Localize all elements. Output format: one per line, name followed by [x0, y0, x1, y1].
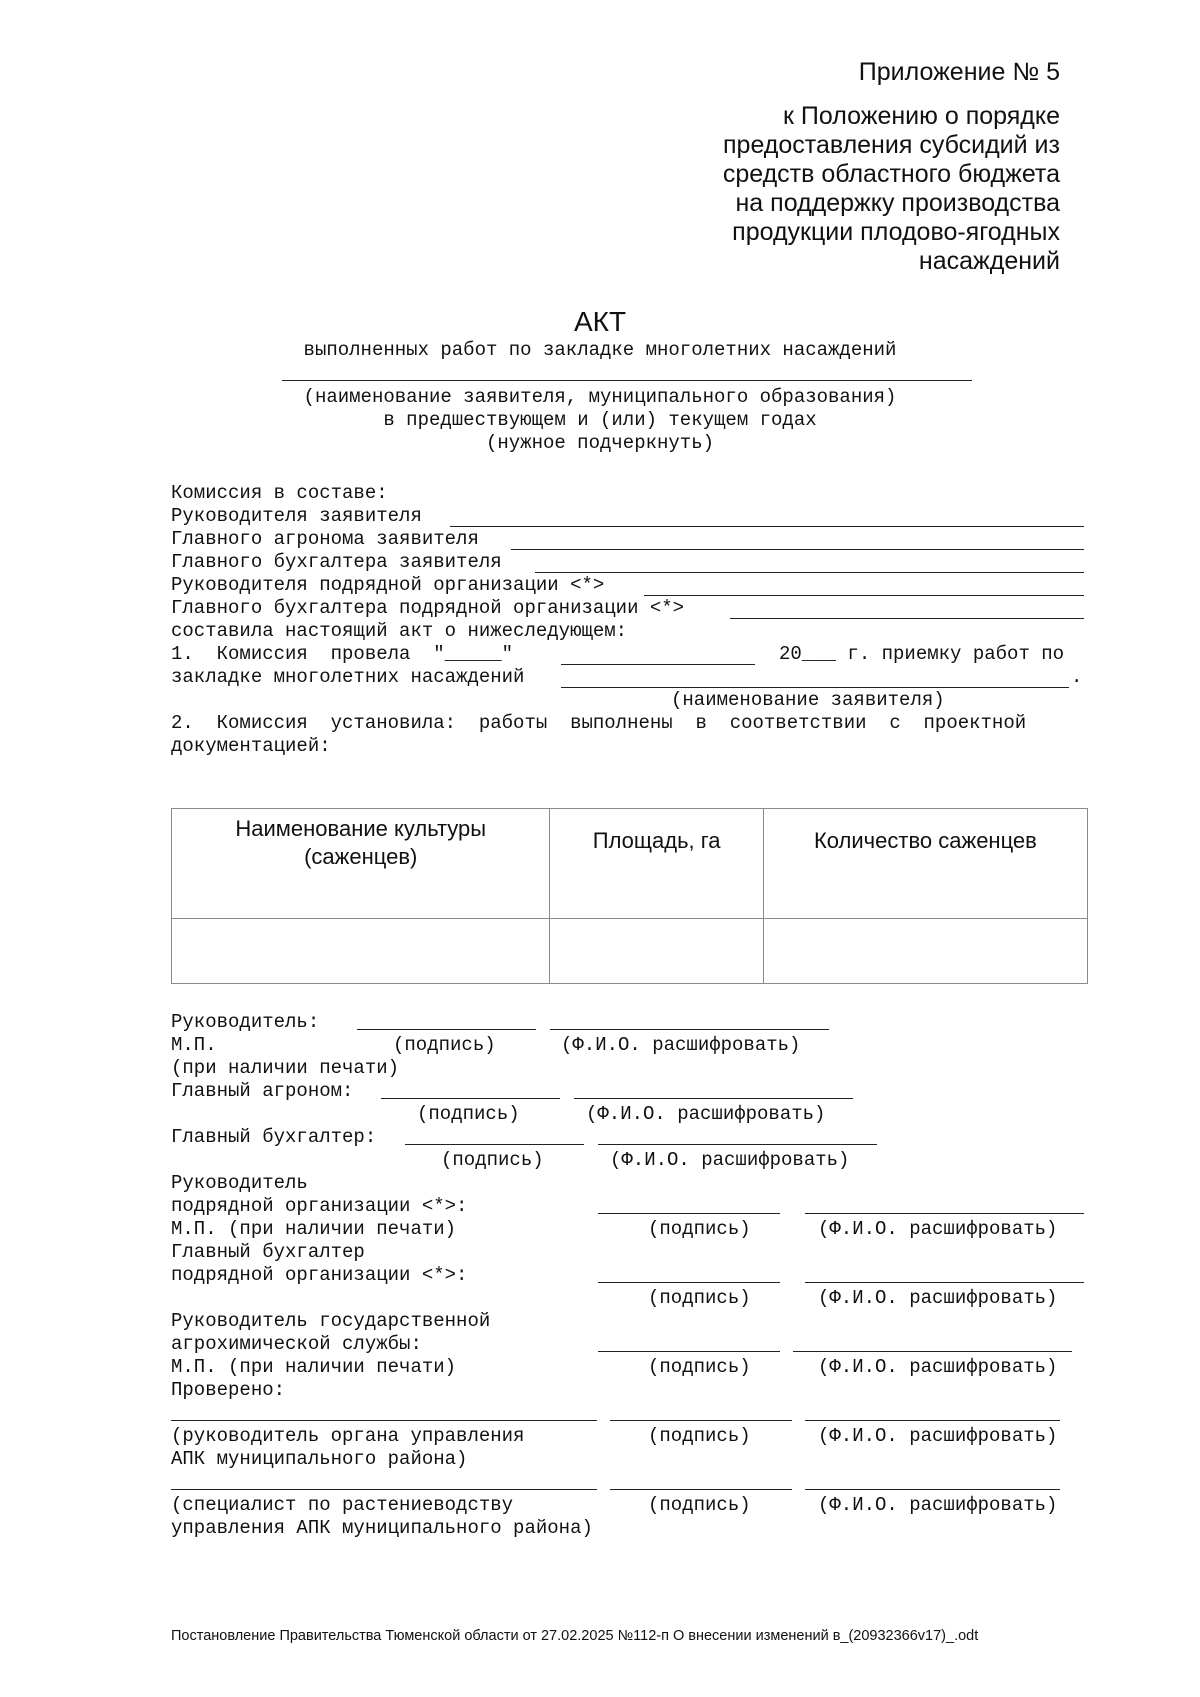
item2-line1: 2. Комиссия установила: работы выполнены в соответствии с проектной — [171, 712, 1027, 734]
accountant-label: Главный бухгалтер: — [171, 1126, 377, 1148]
plant-specialist-signature-field[interactable] — [610, 1489, 792, 1490]
commission-member-label: Главного бухгалтера заявителя — [171, 551, 502, 573]
agrochem-service-label-2: агрохимической службы: — [171, 1333, 422, 1355]
contractor-head-fio-field[interactable] — [805, 1213, 1084, 1214]
column-header-count: Количество саженцев — [763, 809, 1087, 919]
commission-member-field[interactable] — [644, 595, 1084, 596]
plant-specialist-fio-field[interactable] — [805, 1489, 1060, 1490]
item1-line2: закладке многолетних насаждений — [171, 666, 525, 688]
fio-caption: (Ф.И.О. расшифровать) — [818, 1356, 1058, 1378]
commission-member-label: Главного агронома заявителя — [171, 528, 479, 550]
contractor-head-signature-field[interactable] — [598, 1213, 780, 1214]
commission-outro: составила настоящий акт о нижеследующем: — [171, 620, 628, 642]
accountant-signature-field[interactable] — [405, 1144, 584, 1145]
fio-caption: (Ф.И.О. расшифровать) — [818, 1287, 1058, 1309]
table-row — [172, 919, 1088, 984]
contractor-accountant-signature-field[interactable] — [598, 1282, 780, 1283]
signature-caption: (подпись) — [417, 1103, 520, 1125]
fio-caption: (Ф.И.О. расшифровать) — [818, 1425, 1058, 1447]
plant-specialist-caption: (специалист по растениеводству — [171, 1494, 514, 1516]
apk-head-caption-2: АПК муниципального района) — [171, 1448, 468, 1470]
commission-member-label: Главного бухгалтера подрядной организации <*> — [171, 597, 685, 619]
header-line: к Положению о порядке — [783, 102, 1060, 130]
checked-label: Проверено: — [171, 1379, 286, 1401]
commission-member-field[interactable] — [450, 526, 1084, 527]
accountant-fio-field[interactable] — [598, 1144, 877, 1145]
fio-caption: (Ф.И.О. расшифровать) — [818, 1218, 1058, 1240]
commission-member-field[interactable] — [511, 549, 1084, 550]
table-header-row — [172, 809, 1088, 919]
table-cell-count[interactable] — [763, 919, 1087, 984]
stamp-label: М.П. (при наличии печати) — [171, 1218, 457, 1240]
header-line: средств областного бюджета — [722, 160, 1060, 188]
stamp-label: М.П. (при наличии печати) — [171, 1356, 457, 1378]
document-subtitle: выполненных работ по закладке многолетних насаждений — [303, 339, 897, 361]
stamp-label: М.П. — [171, 1034, 217, 1056]
commission-member-field[interactable] — [535, 572, 1084, 573]
applicant-caption-2: (наименование заявителя) — [671, 689, 945, 711]
contractor-head-label-2: подрядной организации <*>: — [171, 1195, 468, 1217]
agrochem-signature-field[interactable] — [598, 1351, 780, 1352]
fio-caption: (Ф.И.О. расшифровать) — [610, 1149, 850, 1171]
document-footer: Постановление Правительства Тюменской области от 27.02.2025 №112-п О внесении изменений в_(20932366v17)_.odt — [171, 1628, 979, 1644]
signature-caption: (подпись) — [441, 1149, 544, 1171]
signature-caption: (подпись) — [648, 1218, 751, 1240]
commission-intro: Комиссия в составе: — [171, 482, 388, 504]
head-fio-field[interactable] — [550, 1029, 829, 1030]
document-title: АКТ — [573, 306, 627, 337]
plant-specialist-caption-2: управления АПК муниципального района) — [171, 1517, 593, 1539]
signature-caption: (подпись) — [648, 1287, 751, 1309]
commission-member-field[interactable] — [730, 618, 1084, 619]
agrochem-service-label: Руководитель государственной — [171, 1310, 491, 1332]
signature-caption: (подпись) — [648, 1494, 751, 1516]
contractor-accountant-label-2: подрядной организации <*>: — [171, 1264, 468, 1286]
stamp-note: (при наличии печати) — [171, 1057, 400, 1079]
years-caption: в предшествующем и (или) текущем годах — [383, 409, 817, 431]
month-field[interactable] — [561, 664, 755, 665]
commission-member-label: Руководителя заявителя — [171, 505, 422, 527]
item1-text: 1. Комиссия провела "_____" — [171, 643, 514, 665]
agrochem-fio-field[interactable] — [793, 1351, 1072, 1352]
fio-caption: (Ф.И.О. расшифровать) — [561, 1034, 801, 1056]
header-line: предоставления субсидий из — [723, 131, 1060, 159]
planting-table — [171, 808, 1088, 984]
plant-specialist-position-field[interactable] — [171, 1489, 597, 1490]
table-cell-culture[interactable] — [172, 919, 550, 984]
applicant-name-field-2[interactable] — [561, 687, 1069, 688]
table-cell-area[interactable] — [550, 919, 763, 984]
apk-head-position-field[interactable] — [171, 1420, 597, 1421]
appendix-number: Приложение № 5 — [858, 58, 1060, 86]
column-header-area: Площадь, га — [550, 809, 763, 919]
header-line: продукции плодово-ягодных — [732, 218, 1060, 246]
signature-caption: (подпись) — [648, 1356, 751, 1378]
item1-end: . — [1071, 666, 1083, 688]
commission-member-label: Руководителя подрядной организации <*> — [171, 574, 605, 596]
header-line: насаждений — [918, 247, 1060, 275]
header-line: на поддержку производства — [735, 189, 1060, 217]
signature-caption: (подпись) — [393, 1034, 496, 1056]
head-signature-field[interactable] — [357, 1029, 536, 1030]
applicant-name-field[interactable] — [282, 380, 972, 381]
fio-caption: (Ф.И.О. расшифровать) — [586, 1103, 826, 1125]
agronomist-fio-field[interactable] — [574, 1098, 853, 1099]
applicant-caption: (наименование заявителя, муниципального образования) — [303, 386, 897, 408]
column-header-culture: Наименование культуры (саженцев) — [172, 809, 550, 919]
head-label: Руководитель: — [171, 1011, 320, 1033]
apk-head-fio-field[interactable] — [805, 1420, 1060, 1421]
agronomist-label: Главный агроном: — [171, 1080, 354, 1102]
underline-note: (нужное подчеркнуть) — [485, 432, 715, 454]
apk-head-caption: (руководитель органа управления — [171, 1425, 525, 1447]
fio-caption: (Ф.И.О. расшифровать) — [818, 1494, 1058, 1516]
contractor-accountant-label: Главный бухгалтер — [171, 1241, 365, 1263]
item2-line2: документацией: — [171, 735, 331, 757]
apk-head-signature-field[interactable] — [610, 1420, 792, 1421]
item1-text-tail: 20___ г. приемку работ по — [779, 643, 1065, 665]
signature-caption: (подпись) — [648, 1425, 751, 1447]
contractor-accountant-fio-field[interactable] — [805, 1282, 1084, 1283]
contractor-head-label: Руководитель — [171, 1172, 308, 1194]
agronomist-signature-field[interactable] — [381, 1098, 560, 1099]
